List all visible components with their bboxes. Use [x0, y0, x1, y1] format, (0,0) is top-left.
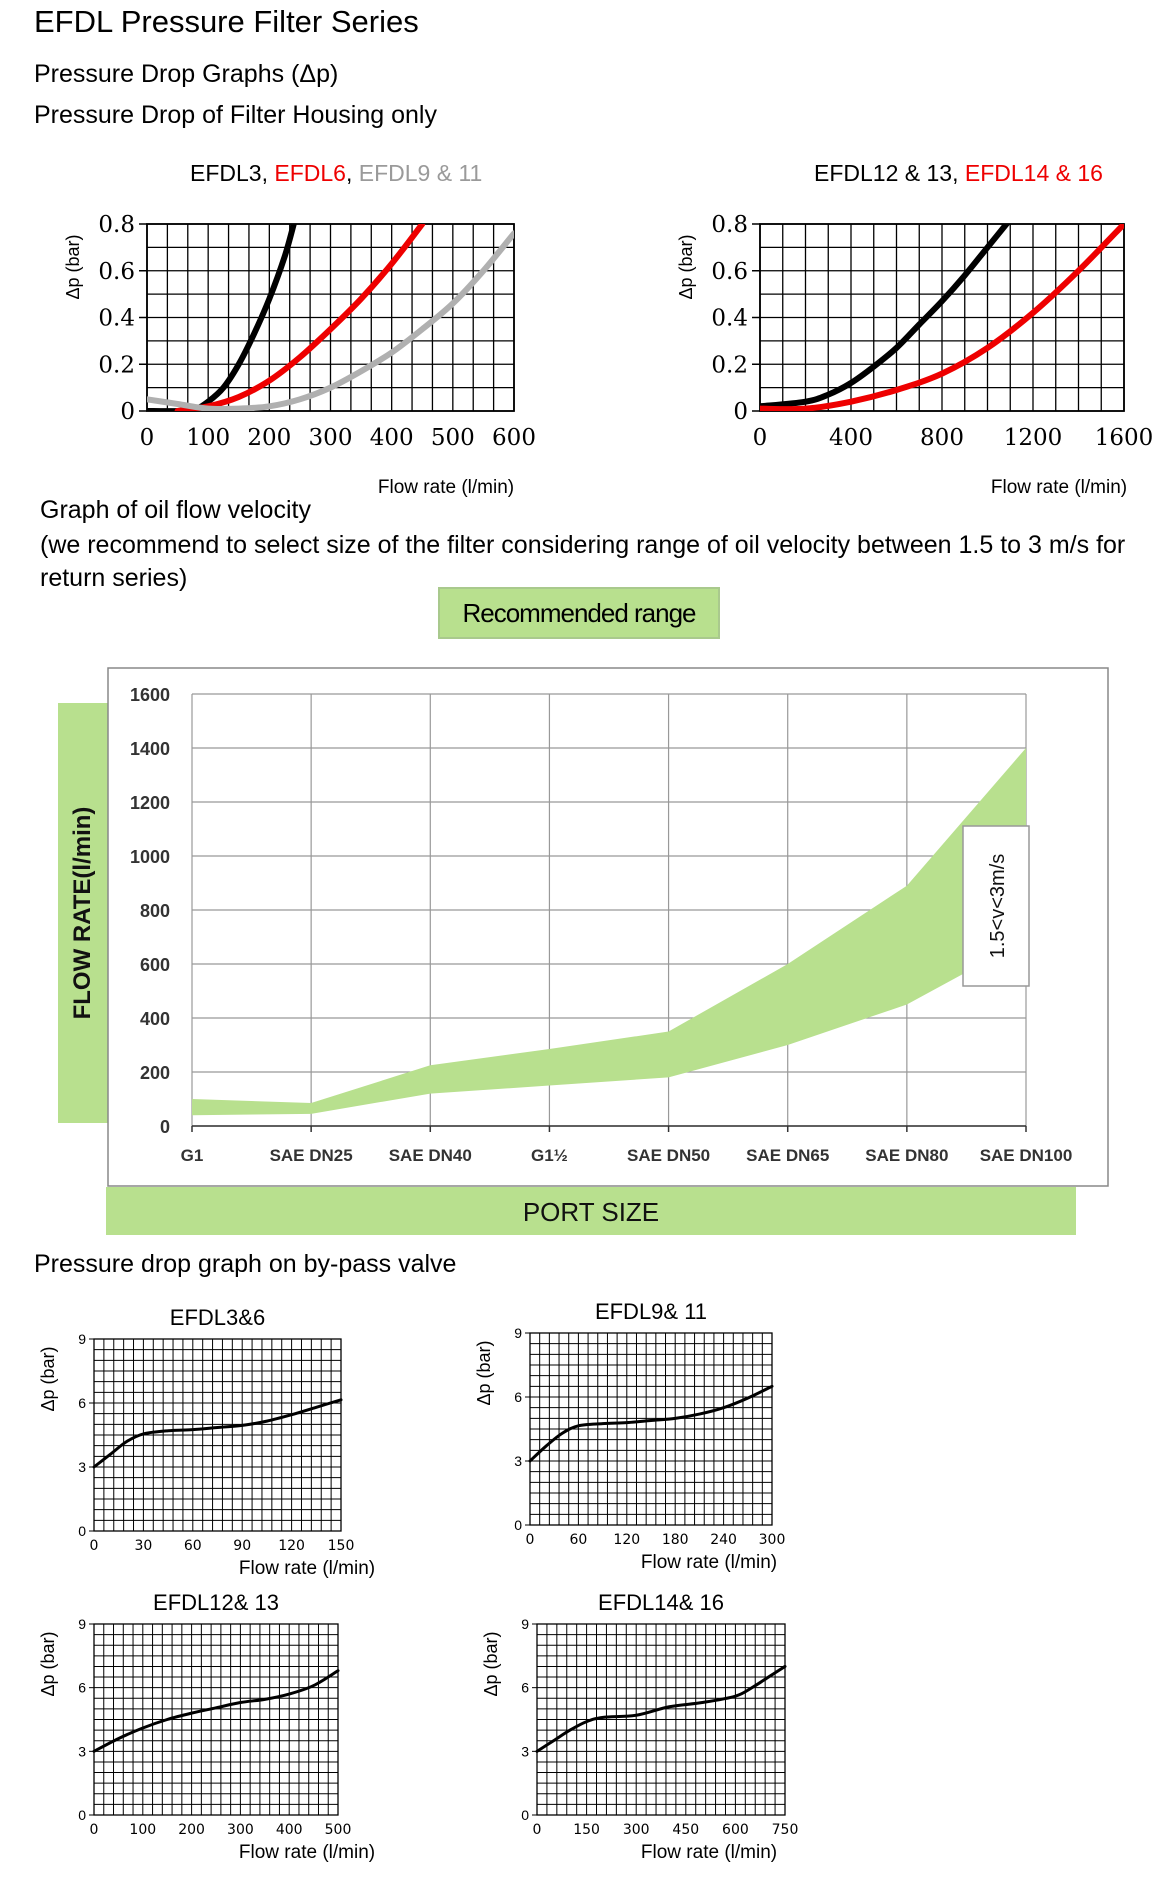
x-tick-label: 60: [183, 1538, 202, 1554]
y-tick-label: 0.4: [98, 305, 135, 332]
chart-bypass-3-6: [38, 1305, 375, 1579]
y-tick-label: 0.8: [98, 212, 135, 238]
y-tick-label: 9: [521, 1616, 529, 1632]
x-tick-label: 300: [227, 1822, 254, 1838]
y-axis-label: FLOW RATE(l/min): [69, 806, 96, 1020]
x-tick-label: 0: [532, 1822, 542, 1838]
x-axis-label: Flow rate (l/min): [640, 1842, 778, 1863]
chart-title-part: ,: [345, 160, 359, 186]
y-tick-label: 600: [139, 955, 170, 975]
y-tick-label: 9: [78, 1331, 86, 1347]
x-tick-label: 120: [613, 1532, 641, 1548]
y-tick-label: 6: [521, 1679, 529, 1696]
x-tick-label: 1200: [1003, 425, 1063, 451]
x-tick-label: 800: [920, 425, 964, 451]
x-tick-label: 0: [525, 1532, 535, 1548]
y-tick-label: 0.6: [711, 258, 748, 285]
x-tick-label: 400: [829, 425, 873, 451]
chart-title: EFDL9& 11: [594, 1299, 708, 1324]
x-tick-label: 200: [247, 425, 292, 451]
x-axis-label: Flow rate (l/min): [238, 1558, 376, 1579]
y-tick-label: 3: [514, 1453, 522, 1469]
x-tick-label: 100: [186, 425, 231, 451]
chart-title-part: EFDL9 & 11: [358, 160, 483, 186]
x-tick-label: 0: [89, 1538, 99, 1554]
y-tick-label: 0: [78, 1523, 86, 1539]
y-tick-label: 3: [78, 1743, 86, 1760]
x-tick-label: 150: [327, 1538, 355, 1554]
x-axis-label: Flow rate (l/min): [238, 1842, 376, 1863]
chart-title-part: EFDL14 & 16: [964, 160, 1103, 186]
y-tick-label: 6: [514, 1389, 522, 1405]
y-axis-label: Δp (bar): [38, 1346, 58, 1412]
x-tick-label: 500: [324, 1822, 352, 1838]
section-note: (we recommend to select size of the filter considering range of oil velocity between 1.5 to 3 m/s for return series): [40, 531, 1126, 592]
y-tick-label: 800: [139, 901, 170, 921]
x-tick-label: SAE DN65: [746, 1146, 830, 1165]
y-tick-label: 9: [78, 1616, 86, 1632]
x-tick-label: 1600: [1094, 425, 1154, 451]
x-axis-label: PORT SIZE: [522, 1197, 660, 1227]
chart-bypass-12-13: [38, 1590, 375, 1863]
y-tick-label: 0: [521, 1807, 529, 1823]
chart-bypass-9-11: [474, 1299, 785, 1573]
chart-housing-large: [676, 212, 1153, 498]
y-tick-label: 1200: [129, 793, 170, 813]
chart-velocity: [58, 668, 1108, 1235]
x-tick-label: G1: [180, 1146, 204, 1165]
chart-title-part: EFDL12 & 13: [814, 160, 953, 186]
x-tick-label: 180: [661, 1532, 689, 1548]
x-tick-label: 400: [369, 425, 414, 451]
section-subtitle: Pressure Drop Graphs (Δp): [34, 60, 339, 88]
y-tick-label: 0.2: [711, 352, 748, 379]
y-tick-label: 6: [78, 1679, 86, 1696]
x-tick-label: 450: [672, 1822, 700, 1838]
section-subtitle: Pressure Drop of Filter Housing only: [34, 101, 437, 129]
y-tick-label: 1400: [129, 739, 170, 759]
x-tick-label: 400: [275, 1822, 303, 1838]
x-tick-label: 200: [178, 1822, 205, 1838]
chart-title: EFDL12& 13: [153, 1590, 279, 1615]
velocity-annotation: 1.5<v<3m/s: [987, 853, 1009, 959]
y-tick-label: 0.2: [98, 352, 135, 379]
page-title: EFDL Pressure Filter Series: [34, 4, 419, 39]
y-tick-label: 0: [120, 399, 135, 425]
y-tick-label: 400: [139, 1009, 170, 1029]
y-tick-label: 0.8: [711, 212, 748, 238]
y-axis-label: Δp (bar): [63, 234, 83, 300]
y-axis-label: Δp (bar): [474, 1340, 494, 1406]
chart-housing-small: [63, 212, 536, 498]
y-tick-label: 200: [139, 1063, 170, 1083]
x-tick-label: SAE DN50: [627, 1146, 711, 1165]
chart-title-part: EFDL3: [190, 160, 262, 186]
series-line: [530, 1386, 772, 1461]
y-axis-label: Δp (bar): [38, 1631, 58, 1697]
x-tick-label: SAE DN25: [269, 1146, 353, 1165]
y-tick-label: 0: [514, 1517, 522, 1533]
x-tick-label: SAE DN80: [865, 1146, 949, 1165]
chart-title-part: EFDL6: [274, 160, 346, 186]
chart-title: EFDL14& 16: [598, 1590, 724, 1615]
series-line: [94, 1400, 341, 1467]
series-line: [94, 1671, 338, 1752]
y-tick-label: 0: [78, 1807, 86, 1823]
y-tick-label: 3: [521, 1743, 529, 1760]
y-axis-label: Δp (bar): [481, 1631, 501, 1697]
x-tick-label: 150: [573, 1822, 600, 1838]
x-tick-label: 240: [710, 1532, 737, 1548]
y-tick-label: 0: [159, 1117, 170, 1137]
x-tick-label: 300: [308, 425, 353, 451]
y-tick-label: 9: [514, 1325, 522, 1341]
x-tick-label: SAE DN40: [388, 1146, 472, 1165]
x-tick-label: G1½: [530, 1146, 568, 1165]
section-heading: Graph of oil flow velocity: [40, 496, 311, 524]
y-tick-label: 1000: [129, 847, 170, 867]
y-tick-label: 0.6: [98, 258, 135, 285]
x-tick-label: 500: [430, 425, 475, 451]
chart-title-part: ,: [261, 160, 275, 186]
chart-bypass-14-16: [481, 1590, 798, 1863]
x-tick-label: 120: [278, 1538, 305, 1554]
x-tick-label: 600: [492, 425, 536, 451]
y-tick-label: 0.4: [711, 305, 748, 332]
x-tick-label: 0: [139, 425, 155, 451]
y-tick-label: 0: [733, 399, 748, 425]
y-tick-label: 1600: [129, 685, 170, 705]
x-tick-label: 90: [233, 1538, 252, 1554]
x-tick-label: 0: [752, 425, 768, 451]
chart-title-part: ,: [952, 160, 965, 186]
section-heading: Pressure drop graph on by-pass valve: [34, 1250, 457, 1278]
x-tick-label: 600: [722, 1822, 749, 1838]
x-tick-label: 300: [758, 1532, 786, 1548]
y-tick-label: 6: [78, 1395, 86, 1411]
legend-label: Recommended range: [462, 597, 696, 628]
x-tick-label: 30: [134, 1538, 153, 1554]
x-tick-label: 100: [129, 1822, 157, 1838]
x-tick-label: 60: [569, 1532, 588, 1548]
x-axis-label: Flow rate (l/min): [377, 477, 515, 498]
x-axis-label: Flow rate (l/min): [990, 477, 1128, 498]
chart-title: EFDL3&6: [169, 1305, 266, 1330]
x-tick-label: 750: [771, 1822, 799, 1838]
x-tick-label: 300: [622, 1822, 650, 1838]
x-tick-label: 0: [89, 1822, 99, 1838]
x-axis-label: Flow rate (l/min): [640, 1552, 778, 1573]
x-tick-label: SAE DN100: [979, 1146, 1073, 1165]
y-tick-label: 3: [78, 1459, 86, 1475]
y-axis-label: Δp (bar): [676, 234, 696, 300]
